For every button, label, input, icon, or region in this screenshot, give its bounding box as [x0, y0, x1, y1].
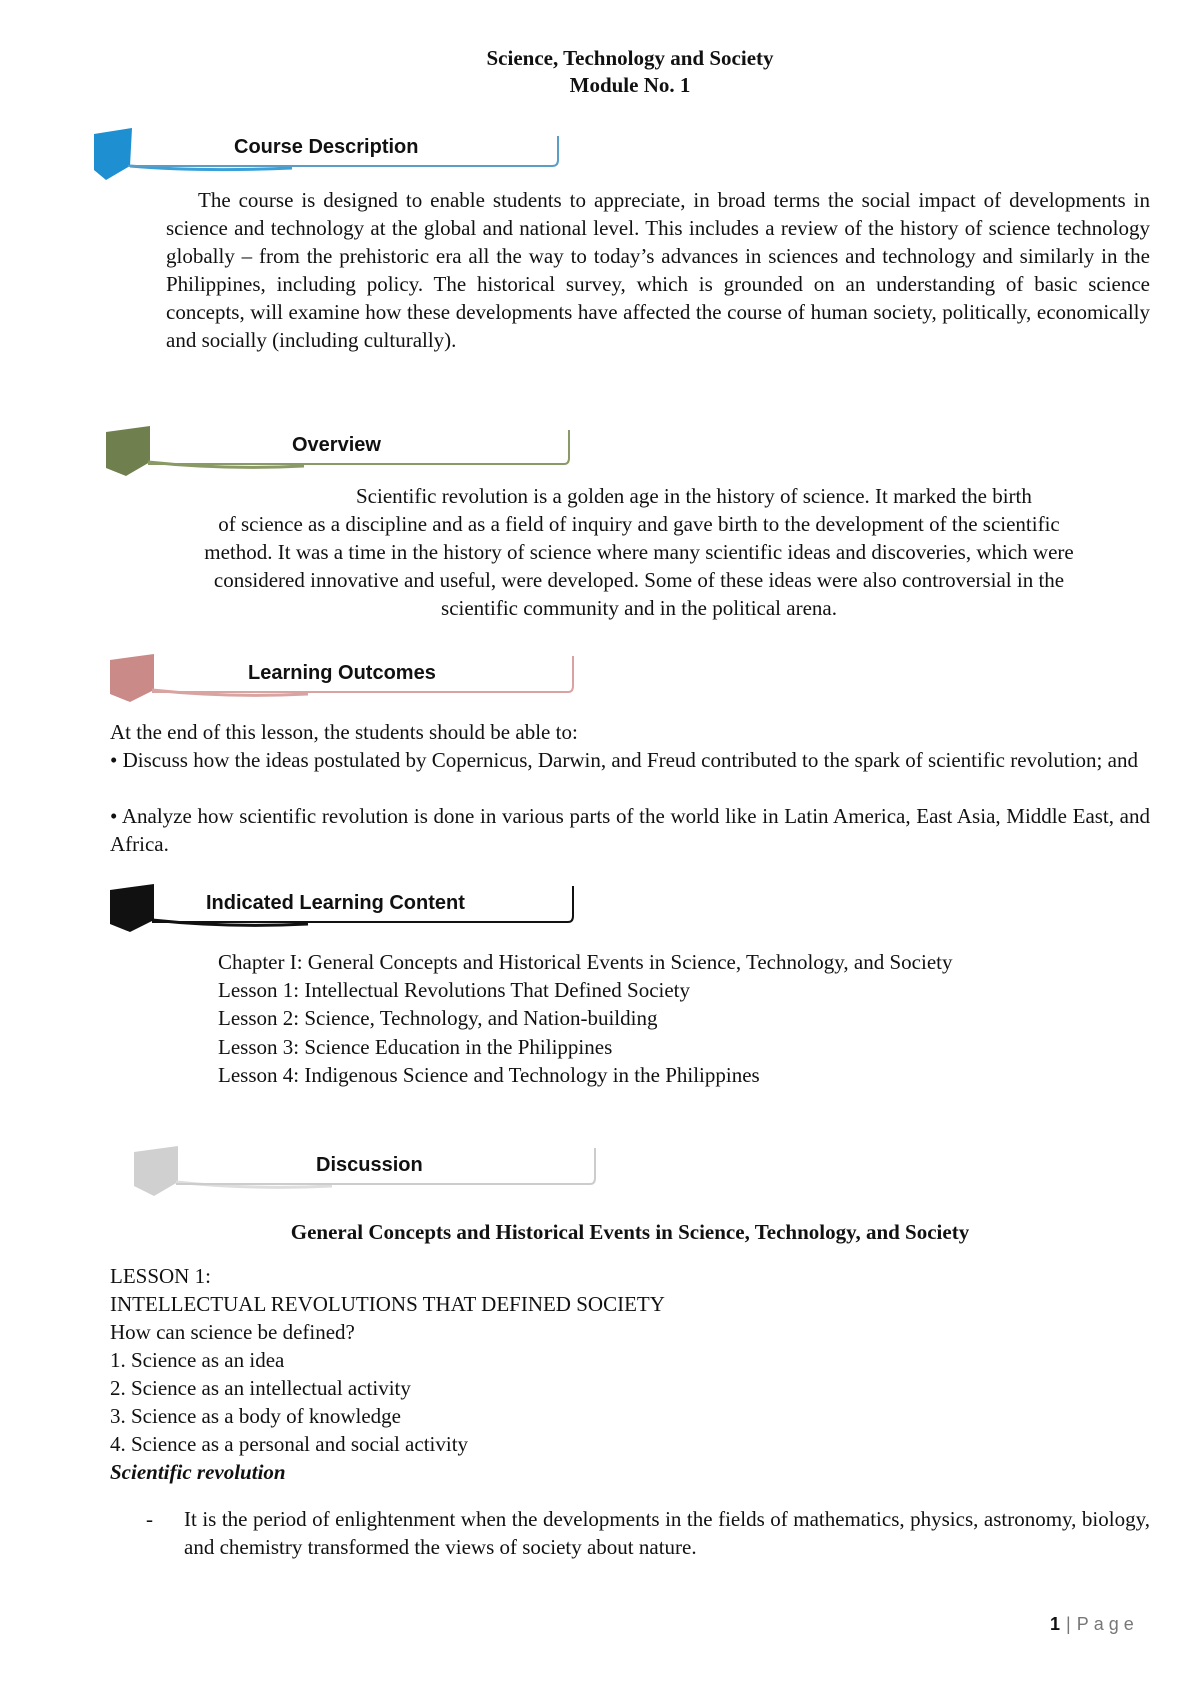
overview-text: [120, 482, 1158, 622]
overview-line: of science as a discipline and as a field of inquiry and gave birth to the development of the scientific: [218, 512, 1060, 536]
learning-outcomes-label: Learning Outcomes: [248, 662, 436, 684]
page-label: Page: [1076, 1614, 1139, 1634]
discussion-subtitle: General Concepts and Historical Events in Science, Technology, and Society: [290, 1220, 970, 1244]
overview-label: Overview: [292, 434, 381, 456]
learning-content-item: Lesson 2: Science, Technology, and Nation-building: [218, 1006, 658, 1031]
bullet-dash: -: [146, 1507, 153, 1531]
discussion-label: Discussion: [316, 1154, 423, 1176]
definition-item: 4. Science as a personal and social activity: [110, 1432, 469, 1456]
overview-line: Scientific revolution is a golden age in the history of science. It marked the birth: [356, 484, 1032, 508]
course-description-text: The course is designed to enable students to appreciate, in broad terms the social impact of developments in science and technology at the global and national level. This includes a review of the history of science technology globally – from the prehistoric era all the way to today’s advances in sciences and technology and similarly in the Philippines, including policy. The historical survey, which is grounded on an understanding of basic science concepts, will examine how these developments have affected the course of human society, politically, economically and socially (including culturally).: [166, 188, 1150, 352]
learning-outcome-item: • Analyze how scientific revolution is done in various parts of the world like in Latin America, East Asia, Middle East, and Africa.: [110, 804, 1150, 856]
overview-line: method. It was a time in the history of science where many scientific ideas and discoveries, which were: [204, 540, 1074, 564]
page-footer: [1050, 1614, 1139, 1635]
overview-heading: [104, 424, 574, 474]
definition-item: 3. Science as a body of knowledge: [110, 1404, 401, 1428]
definition-item: 2. Science as an intellectual activity: [110, 1376, 411, 1400]
lesson-label: LESSON 1:: [110, 1264, 211, 1288]
learning-content-item: Lesson 4: Indigenous Science and Technology in the Philippines: [218, 1062, 760, 1087]
learning-outcome-item: • Discuss how the ideas postulated by Copernicus, Darwin, and Freud contributed to the spark of scientific revolution; and: [110, 748, 1138, 772]
learning-content-item: Lesson 3: Science Education in the Philippines: [218, 1034, 613, 1059]
lesson-block: [110, 1262, 665, 1486]
module-number: Module No. 1: [569, 73, 691, 97]
learning-content-list: [218, 948, 953, 1089]
learning-content-item: Chapter I: General Concepts and Historical Events in Science, Technology, and Society: [218, 950, 953, 974]
course-description-label: Course Description: [234, 136, 419, 158]
discussion-heading: [132, 1144, 602, 1194]
learning-content-heading: [108, 882, 578, 932]
course-description-heading: [92, 126, 562, 176]
footer-separator: |: [1066, 1614, 1071, 1634]
learning-outcomes-intro: At the end of this lesson, the students should be able to:: [110, 720, 578, 744]
scientific-revolution-definition: It is the period of enlightenment when the developments in the fields of mathematics, physics, astronomy, biology, and chemistry transformed the views of society about nature.: [184, 1507, 1150, 1559]
scientific-revolution-term: Scientific revolution: [110, 1460, 286, 1484]
overview-line: considered innovative and useful, were developed. Some of these ideas were also controversial in the: [213, 568, 1065, 592]
learning-content-label: Indicated Learning Content: [206, 892, 465, 914]
lesson-title: INTELLECTUAL REVOLUTIONS THAT DEFINED SOCIETY: [110, 1292, 665, 1316]
definition-item: 1. Science as an idea: [110, 1348, 285, 1372]
learning-outcomes-heading: [108, 652, 578, 702]
overview-line: scientific community and in the political arena.: [441, 596, 837, 620]
learning-content-item: Lesson 1: Intellectual Revolutions That Defined Society: [218, 978, 691, 1003]
page-number: 1: [1050, 1614, 1061, 1634]
document-title: Science, Technology and Society: [486, 46, 774, 70]
lesson-question: How can science be defined?: [110, 1320, 355, 1344]
